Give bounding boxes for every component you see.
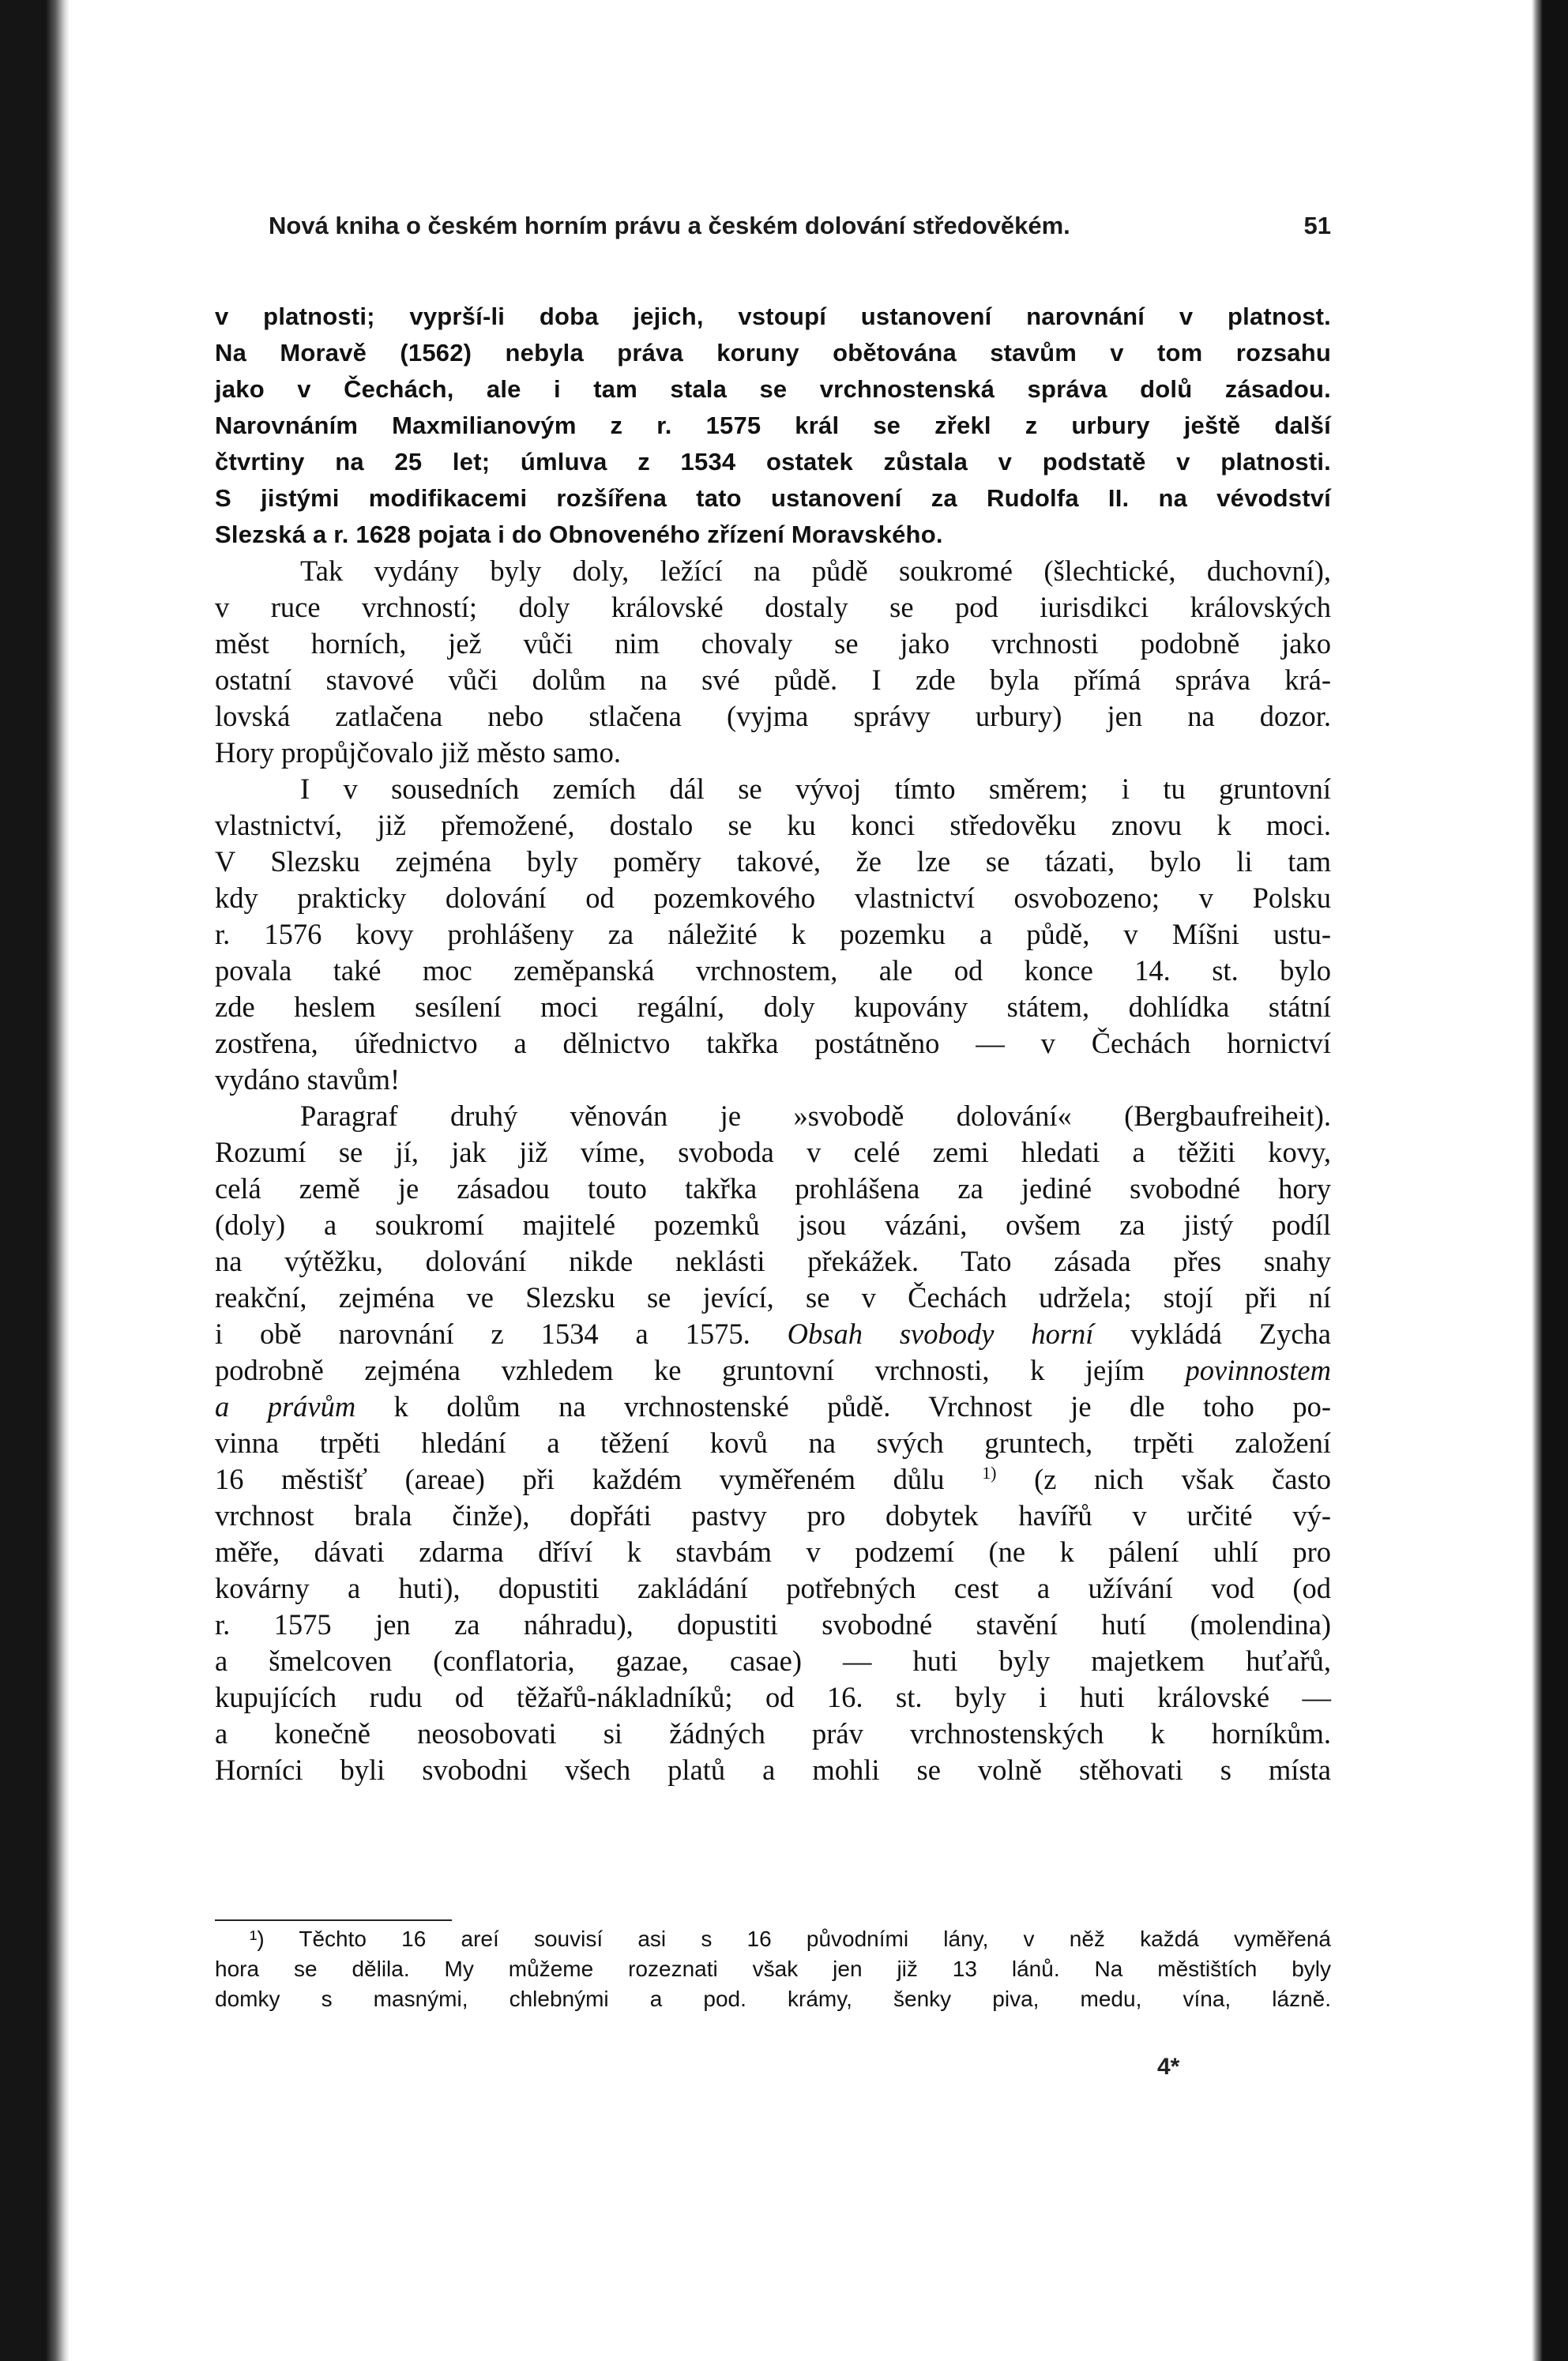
italic-phrase: Obsah svobody horní bbox=[787, 1318, 1094, 1350]
text-line: ostatní stavové vůči dolům na své půdě. I zde byla přímá správa krá- bbox=[215, 664, 1331, 696]
text-line: Na Moravě (1562) nebyla práva koruny obětována stavům v tom rozsahu bbox=[215, 339, 1331, 367]
text-line bbox=[215, 1352, 1331, 1389]
text-line: V Slezsku zejména byly poměry takové, že lze se tázati, bylo li tam bbox=[215, 845, 1331, 878]
text-line bbox=[215, 1316, 1331, 1352]
text-line: kovárny a huti), dopustiti zakládání potřebných cest a užívání vod (od bbox=[215, 1572, 1331, 1604]
scan-edge-right bbox=[1532, 0, 1568, 2361]
footnotes bbox=[215, 1919, 1331, 2014]
text-line: měře, dávati zdarma dříví k stavbám v podzemí (ne k pálení uhlí pro bbox=[215, 1536, 1331, 1568]
text-line: kdy prakticky dolování od pozemkového vlastnictví osvobozeno; v Polsku bbox=[215, 882, 1331, 914]
text-line: I v sousedních zemích dál se vývoj tímto směrem; i tu gruntovní bbox=[300, 773, 1331, 805]
text-fragment: podrobně zejména vzhledem ke gruntovní vrchnosti, k jejím bbox=[215, 1354, 1145, 1386]
text-line: vydáno stavům! bbox=[215, 1063, 400, 1096]
text-fragment: vykládá Zycha bbox=[1130, 1318, 1331, 1350]
text-line: v platnosti; vyprší-li doba jejich, vstoupí ustanovení narovnání v platnost. bbox=[215, 303, 1331, 330]
text-line: Hory propůjčovalo již město samo. bbox=[215, 736, 621, 769]
footnote-line: domky s masnými, chlebnými a pod. krámy, šenky piva, medu, vína, lázně. bbox=[215, 1987, 1331, 2011]
footnote-marker: ¹) bbox=[250, 1927, 265, 1951]
text-line: měst horních, jež vůči nim chovaly se jako vrchnosti podobně jako bbox=[215, 627, 1331, 660]
text-line bbox=[215, 1461, 1331, 1498]
text-line: jako v Čechách, ale i tam stala se vrchnostenská správa dolů zásadou. bbox=[215, 375, 1331, 403]
footnote-text: Těchto 16 areí souvisí asi s 16 původními lány, v něž každá vyměřená bbox=[299, 1927, 1331, 1951]
footnote-line bbox=[215, 1924, 1331, 1954]
text-line: vinna trpěti hledání a těžení kovů na svých gruntech, trpěti založení bbox=[215, 1427, 1331, 1459]
text-line: S jistými modifikacemi rozšířena tato ustanovení za Rudolfa II. na vévodství bbox=[215, 484, 1331, 512]
text-line: a šmelcoven (conflatoria, gazae, casae) — huti byly majetkem huťařů, bbox=[215, 1645, 1331, 1677]
text-line: kupujících rudu od těžařů-nákladníků; od 16. st. byly i huti královské — bbox=[215, 1681, 1331, 1713]
text-line: Narovnáním Maxmilianovým z r. 1575 král se zřekl z urbury ještě další bbox=[215, 412, 1331, 439]
page-number: 51 bbox=[1303, 212, 1331, 239]
scan-edge-left bbox=[0, 0, 70, 2361]
text-fragment: i obě narovnání z 1534 a 1575. bbox=[215, 1318, 750, 1350]
body-text bbox=[215, 299, 1331, 1788]
footnote-line: hora se dělila. My můžeme rozeznati však jen již 13 lánů. Na městištích byly bbox=[215, 1957, 1331, 1981]
text-line: vlastnictví, již přemožené, dostalo se ku konci středověku znovu k moci. bbox=[215, 809, 1331, 841]
text-line: celá země je zásadou touto takřka prohlášena za jediné svobodné hory bbox=[215, 1172, 1331, 1205]
text-line: Slezská a r. 1628 pojata i do Obnoveného zřízení Moravského. bbox=[215, 521, 943, 548]
text-line: Horníci byli svobodni všech platů a mohli se volně stěhovati s místa bbox=[215, 1754, 1331, 1786]
text-line: povala také moc zeměpanská vrchnostem, ale od konce 14. st. bylo bbox=[215, 954, 1331, 987]
text-line: reakční, zejména ve Slezsku se jevící, se v Čechách udržela; stojí při ní bbox=[215, 1281, 1331, 1314]
text-line: Tak vydány byly doly, ležící na půdě soukromé (šlechtické, duchovní), bbox=[300, 555, 1331, 587]
text-line: lovská zatlačena nebo stlačena (vyjma správy urbury) jen na dozor. bbox=[215, 700, 1331, 732]
text-line: Rozumí se jí, jak již víme, svoboda v celé zemi hledati a těžiti kovy, bbox=[215, 1136, 1331, 1168]
text-line: vrchnost brala činže), dopřáti pastvy pro dobytek havířů v určité vý- bbox=[215, 1499, 1331, 1532]
text-line: r. 1576 kovy prohlášeny za náležité k pozemku a půdě, v Míšni ustu- bbox=[215, 918, 1331, 950]
running-head-title: Nová kniha o českém horním právu a českém dolování středověkém. bbox=[269, 212, 1070, 239]
signature-mark: 4* bbox=[1157, 2054, 1180, 2080]
italic-phrase: povinnostem bbox=[1185, 1354, 1331, 1386]
text-line: v ruce vrchností; doly královské dostaly se pod iurisdikci královských bbox=[215, 591, 1331, 623]
text-fragment: k dolům na vrchnostenské půdě. Vrchnost je dle toho po- bbox=[393, 1390, 1331, 1423]
text-fragment: 16 městišť (areae) při každém vyměřeném důlu bbox=[215, 1463, 945, 1495]
text-line: r. 1575 jen za náhradu), dopustiti svobodné stavění hutí (molendina) bbox=[215, 1608, 1331, 1641]
text-line: zostřena, úřednictvo a dělnictvo takřka postátněno — v Čechách hornictví bbox=[215, 1027, 1331, 1059]
footnote-rule bbox=[215, 1919, 452, 1921]
footnote-ref: 1) bbox=[982, 1462, 997, 1483]
text-line: Paragraf druhý věnován je »svobodě dolování« (Bergbaufreiheit). bbox=[300, 1100, 1331, 1132]
text-line: a konečně neosobovati si žádných práv vrchnostenských k horníkům. bbox=[215, 1717, 1331, 1750]
text-line: zde heslem sesílení moci regální, doly kupovány státem, dohlídka státní bbox=[215, 991, 1331, 1023]
text-line: čtvrtiny na 25 let; úmluva z 1534 ostatek zůstala v podstatě v platnosti. bbox=[215, 448, 1331, 476]
text-fragment: (z nich však často bbox=[1034, 1463, 1332, 1495]
text-line: (doly) a soukromí majitelé pozemků jsou vázáni, ovšem za jistý podíl bbox=[215, 1209, 1331, 1241]
running-head bbox=[269, 212, 1331, 240]
italic-phrase: a právům bbox=[215, 1390, 356, 1423]
text-line: na výtěžku, dolování nikde neklásti překážek. Tato zásada přes snahy bbox=[215, 1245, 1331, 1277]
text-line bbox=[215, 1389, 1331, 1425]
